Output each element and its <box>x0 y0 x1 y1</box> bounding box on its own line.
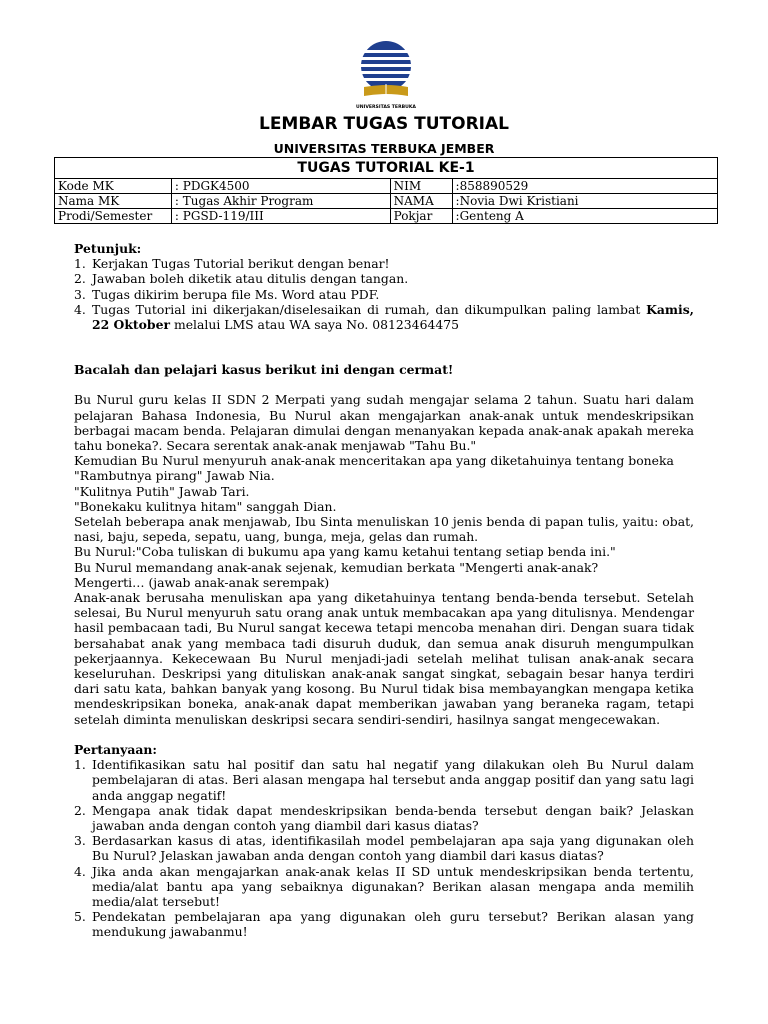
list-item <box>74 803 694 833</box>
item-number: 1. <box>74 757 86 773</box>
case-line: Mengerti… (jawab anak-anak serempak) <box>74 574 330 590</box>
case-line: "Bonekaku kulitnya hitam" sanggah Dian. <box>74 498 337 514</box>
value-kode-mk: : PDGK4500 <box>171 179 390 194</box>
case-line: Bu Nurul memandang anak-anak sejenak, kemudian berkata "Mengerti anak-anak? <box>74 559 599 575</box>
item-number: 2. <box>74 802 86 818</box>
table-row <box>55 209 718 224</box>
item-number: 4. <box>74 301 86 317</box>
case-heading: Bacalah dan pelajari kasus berikut ini dengan cermat! <box>74 362 454 378</box>
deadline-text: Kamis, 22 Oktober <box>92 301 694 333</box>
value-nim: :858890529 <box>452 179 717 194</box>
item-number: 4. <box>74 863 86 879</box>
case-line: "Kulitnya Putih" Jawab Tari. <box>74 483 250 499</box>
value-nama-mk: : Tugas Akhir Program <box>171 194 390 209</box>
item-text: Pendekatan pembelajaran apa yang digunakan oleh guru tersebut? Berikan alasan yang mendukung jawabanmu! <box>92 909 694 940</box>
item-text: Jawaban boleh diketik atau ditulis dengan tangan. <box>92 271 409 287</box>
case-paragraph: Setelah beberapa anak menjawab, Ibu Sinta menuliskan 10 jenis benda di papan tulis, yaitu: obat, nasi, baju, sepeda, sepatu, uang, bunga, meja, gelas dan rumah. <box>74 514 694 545</box>
document-body <box>74 241 694 940</box>
item-text: Berdasarkan kasus di atas, identifikasilah model pembelajaran apa saja yang digunakan oleh Bu Nurul? Jelaskan jawaban anda dengan contoh yang diambil dari kasus diatas? <box>92 833 694 864</box>
case-paragraph: Bu Nurul guru kelas II SDN 2 Merpati yang sudah mengajar selama 2 tahun. Suatu hari dalam pelajaran Bahasa Indonesia, Bu Nurul akan mengajarkan anak-anak untuk mendeskripsikan berbagai macam benda. Pelajaran dimulai dengan menanyakan kepada anak-anak apakah mereka tahu boneka?. Secara serentak anak-anak menjawab "Tahu Bu." <box>74 392 694 454</box>
list-item <box>74 909 694 939</box>
universitas-terbuka-logo <box>354 40 418 114</box>
label-prodi-semester: Prodi/Semester <box>55 209 172 224</box>
pertanyaan-heading: Pertanyaan: <box>74 741 157 757</box>
value-pokjar: :Genteng A <box>452 209 717 224</box>
item-number: 3. <box>74 286 86 302</box>
value-nama: :Novia Dwi Kristiani <box>452 194 717 209</box>
logo-caption: UNIVERSITAS TERBUKA <box>356 105 416 110</box>
item-number: 1. <box>74 256 86 272</box>
petunjuk-list <box>74 256 694 332</box>
item-number: 3. <box>74 833 86 849</box>
item-text: Kerjakan Tugas Tutorial berikut dengan benar! <box>92 256 390 272</box>
label-nama: NAMA <box>390 194 452 209</box>
table-title-row <box>55 158 718 179</box>
item-text: Tugas dikirim berupa file Ms. Word atau PDF. <box>92 286 380 302</box>
case-line: Bu Nurul:"Coba tuliskan di bukumu apa yang kamu ketahui tentang setiap benda ini." <box>74 544 616 560</box>
label-nim: NIM <box>390 179 452 194</box>
document-subtitle: UNIVERSITAS TERBUKA JEMBER <box>273 141 495 156</box>
list-item <box>74 833 694 863</box>
value-prodi-semester: : PGSD-119/III <box>171 209 390 224</box>
label-kode-mk: Kode MK <box>55 179 172 194</box>
table-row <box>55 179 718 194</box>
item-text: Tugas Tutorial ini dikerjakan/diselesaikan di rumah, dan dikumpulkan paling lambat <box>92 301 647 317</box>
list-item <box>74 864 694 910</box>
table-title: TUGAS TUTORIAL KE-1 <box>55 158 718 179</box>
document-title: LEMBAR TUGAS TUTORIAL <box>258 114 509 134</box>
item-text: Identifikasikan satu hal positif dan satu hal negatif yang dilakukan oleh Bu Nurul dalam pembelajaran di atas. Beri alasan mengapa hal tersebut anda anggap positif dan yang satu lagi anda anggap negatif! <box>92 757 694 803</box>
list-item <box>74 256 694 271</box>
item-text: Mengapa anak tidak dapat mendeskripsikan benda-benda tersebut dengan baik? Jelaskan jawaban anda dengan contoh yang diambil dari kasus diatas? <box>92 802 694 833</box>
info-table <box>54 157 718 224</box>
list-item <box>74 287 694 302</box>
item-number: 5. <box>74 909 86 925</box>
table-row <box>55 194 718 209</box>
petunjuk-heading: Petunjuk: <box>74 241 142 256</box>
case-line: Kemudian Bu Nurul menyuruh anak-anak menceritakan apa yang diketahuinya tentang boneka <box>74 453 674 469</box>
item-text: Jika anda akan mengajarkan anak-anak kelas II SD untuk mendeskripsikan benda tertentu, media/alat bantu apa yang sebaiknya digunakan? Berikan alasan mengapa anda memilih media/alat tersebut! <box>92 863 694 909</box>
list-item <box>74 302 694 332</box>
label-pokjar: Pokjar <box>390 209 452 224</box>
label-nama-mk: Nama MK <box>55 194 172 209</box>
list-item <box>74 757 694 803</box>
pertanyaan-list <box>74 757 694 939</box>
item-text: melalui LMS atau WA saya No. 08123464475 <box>170 317 459 333</box>
case-line: "Rambutnya pirang" Jawab Nia. <box>74 468 275 484</box>
case-paragraph: Anak-anak berusaha menuliskan apa yang diketahuinya tentang benda-benda tersebut. Setelah selesai, Bu Nurul menyuruh satu orang anak untuk membacakan apa yang ditulisnya. Mendengar hasil pembacaan tadi, Bu Nurul sangat kecewa tetapi mencoba menahan diri. Dengan suara tidak bersahabat anak yang membaca tadi disuruh duduk, dan semua anak disuruh mengumpulkan pekerjaannya. Kekecewaan Bu Nurul menjadi-jadi setelah melihat tulisan anak-anak secara keseluruhan. Deskripsi yang dituliskan anak-anak sangat singkat, sebagain besar hanya terdiri dari satu kata, bahkan banyak yang kosong. Bu Nurul tidak bisa membayangkan mengapa ketika mendeskripsikan boneka, anak-anak dapat memberikan jawaban yang beraneka ragam, tetapi setelah diminta menuliskan deskripsi secara sendiri-sendiri, hasilnya sangat mengecewakan. <box>74 590 694 727</box>
item-number: 2. <box>74 271 86 287</box>
list-item <box>74 271 694 286</box>
